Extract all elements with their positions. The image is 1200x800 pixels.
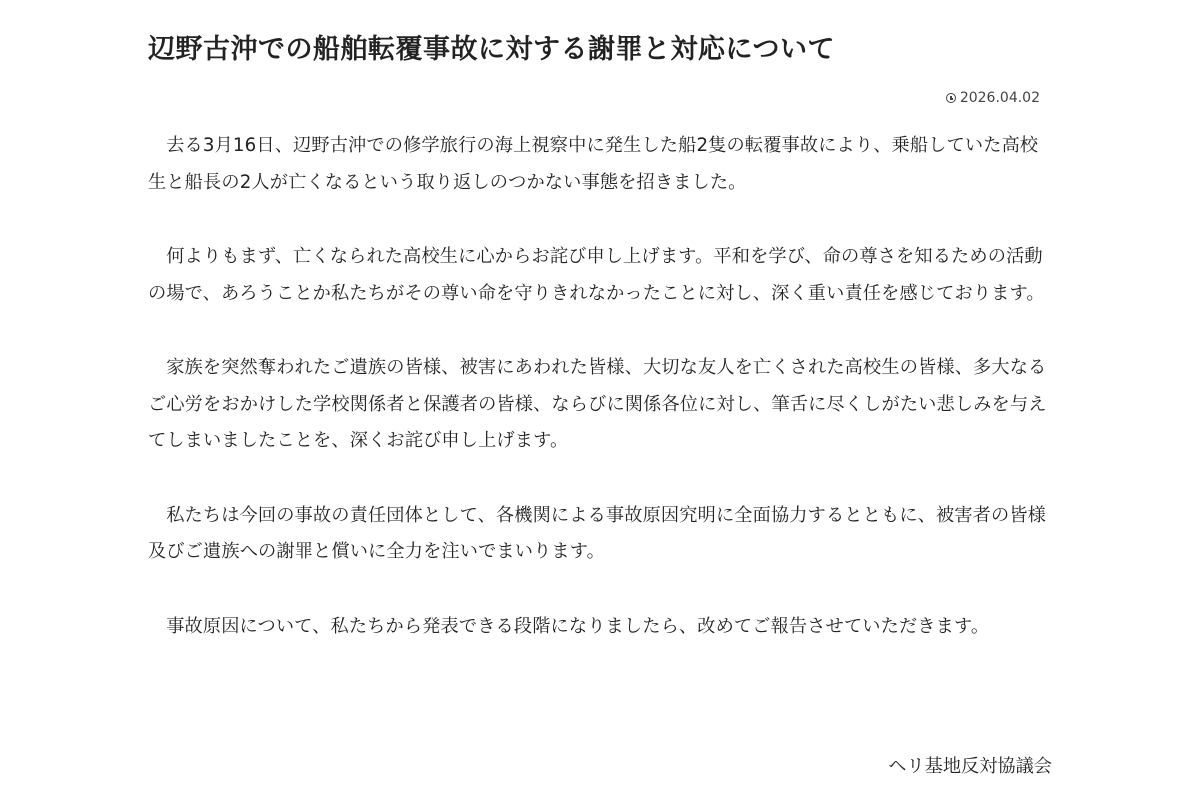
article-title: 辺野古沖での船舶転覆事故に対する謝罪と対応について <box>148 34 835 65</box>
article-body <box>148 128 1054 683</box>
paragraph-2: 何よりもまず、亡くなられた高校生に心からお詫び申し上げます。平和を学び、命の尊さを知るための活動の場で、あろうことか私たちがその尊い命を守りきれなかったことに対し、深く重い責任を感じております。 <box>148 246 1045 304</box>
signature: ヘリ基地反対協議会 <box>888 756 1052 777</box>
publish-date <box>946 88 1040 108</box>
paragraph-4: 私たちは今回の事故の責任団体として、各機関による事故原因究明に全面協力するとともに、被害者の皆様及びご遺族への謝罪と償いに全力を注いでまいります。 <box>148 504 1047 562</box>
paragraph-5: 事故原因について、私たちから発表できる段階になりましたら、改めてご報告させていただきます。 <box>166 615 990 637</box>
clock-icon <box>946 93 956 103</box>
paragraph-3: 家族を突然奪われたご遺族の皆様、被害にあわれた皆様、大切な友人を亡くされた高校生の皆様、多大なるご心労をおかけした学校関係者と保護者の皆様、ならびに関係各位に対し、筆舌に尽くしがたい悲しみを与えてしまいましたことを、深くお詫び申し上げます。 <box>148 357 1047 451</box>
publish-date-text: 2026.04.02 <box>959 90 1040 106</box>
article <box>148 0 1054 800</box>
paragraph-1: 去る3月16日、辺野古沖での修学旅行の海上視察中に発生した船2隻の転覆事故により、乗船していた高校生と船長の2人が亡くなるという取り返しのつかない事態を招きました。 <box>148 135 1039 193</box>
